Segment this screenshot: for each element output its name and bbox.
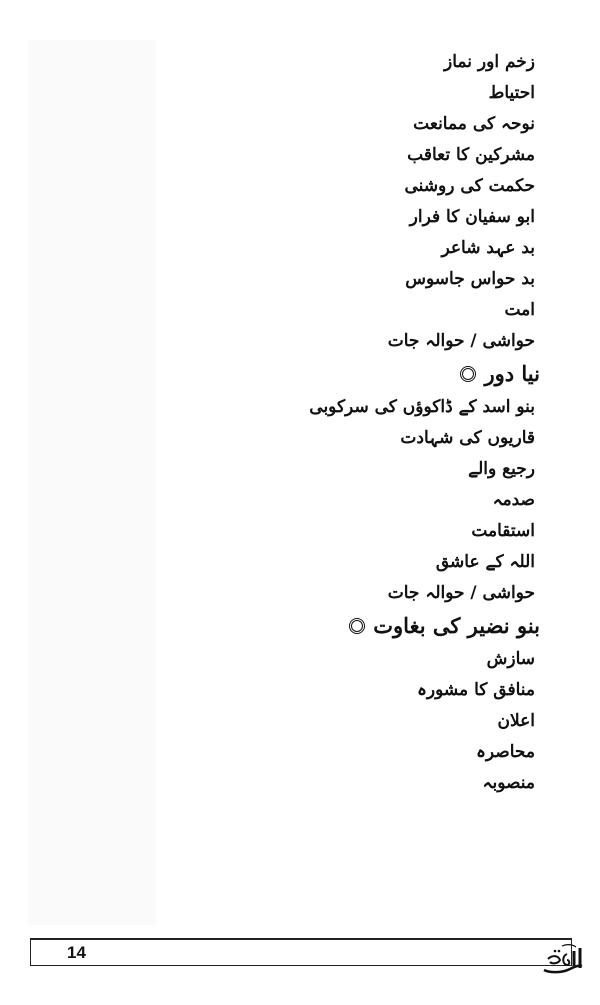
toc-entry: صدمہ [492,490,535,510]
section-title: نیا دور [484,361,540,386]
toc-entry: حکمت کی روشنی [404,176,535,196]
toc-entry: استقامت [471,521,535,541]
toc-entry: ابو سفیان کا فرار [409,207,535,227]
toc-entry: حواشی / حوالہ جات [387,583,535,603]
toc-entry: نوحہ کی ممانعت [413,114,535,134]
toc-entry: منصوبہ [482,773,535,793]
bullet-circle-icon [460,366,476,382]
bullet-circle-icon [349,618,365,634]
toc-entry: حواشی / حوالہ جات [387,331,535,351]
table-of-contents [240,52,540,804]
toc-entry: مشرکین کا تعاقب [407,145,535,165]
section-heading-naya-daur [240,362,540,386]
page-number: 14 [67,943,86,962]
toc-entry: اللہ کے عاشق [435,552,535,572]
al-ameen-logo-icon [540,942,586,976]
toc-entry: بنو اسد کے ڈاکوؤں کی سرکوبی [309,397,535,417]
toc-entry: قاریوں کی شہادت [400,428,535,448]
section-heading-banu-nazir [240,614,540,638]
page-shading [28,40,156,925]
toc-entry: بد عہد شاعر [441,238,535,258]
toc-entry: رجیع والے [468,459,535,479]
page-footer-bar [30,938,572,966]
toc-entry: منافق کا مشورہ [416,680,535,700]
toc-entry: احتیاط [488,83,535,103]
toc-entry: زخم اور نماز [444,52,535,72]
toc-entry: محاصرہ [475,742,535,762]
toc-entry: اعلان [497,711,535,731]
section-title: بنو نضیر کی بغاوت [373,613,540,638]
toc-entry: امت [504,300,535,320]
toc-entry: بد حواس جاسوس [405,269,535,289]
toc-entry: سازش [486,649,535,669]
